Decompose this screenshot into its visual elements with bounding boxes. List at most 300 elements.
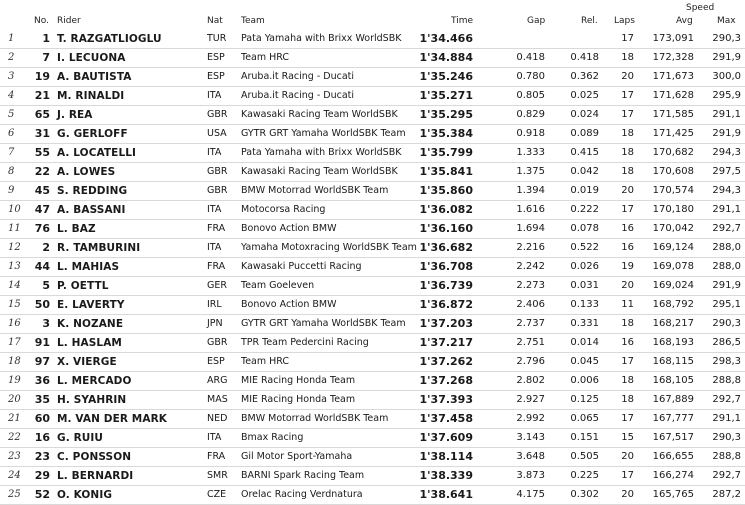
laps-cell: 18 xyxy=(621,318,634,329)
gap-cell: 2.242 xyxy=(516,261,545,272)
gap-cell: 0.805 xyxy=(516,90,545,101)
avg-speed-cell: 172,328 xyxy=(652,52,694,63)
relative-gap-cell: 0.045 xyxy=(570,356,599,367)
avg-speed-cell: 169,078 xyxy=(652,261,694,272)
table-row xyxy=(0,220,745,239)
avg-speed-cell: 169,024 xyxy=(652,280,694,291)
nationality-cell: FRA xyxy=(207,451,226,462)
laps-cell: 16 xyxy=(621,242,634,253)
gap-cell: 0.829 xyxy=(516,109,545,120)
rider-name-cell: K. NOZANE xyxy=(57,318,124,330)
team-cell: BMW Motorrad WorldSBK Team xyxy=(241,185,389,196)
rider-number-cell: 31 xyxy=(34,127,50,140)
avg-speed-cell: 170,180 xyxy=(652,204,694,215)
relative-gap-cell: 0.078 xyxy=(570,223,599,234)
header-rider: Rider xyxy=(57,16,81,26)
position-cell: 16 xyxy=(8,318,21,329)
gap-cell: 4.175 xyxy=(516,489,545,500)
rider-name-cell: R. TAMBURINI xyxy=(57,242,141,254)
table-row xyxy=(0,201,745,220)
max-speed-cell: 291,1 xyxy=(712,109,741,120)
laps-cell: 18 xyxy=(621,128,634,139)
lap-time-cell: 1'36.682 xyxy=(419,241,473,254)
table-row xyxy=(0,106,745,125)
team-cell: MIE Racing Honda Team xyxy=(241,394,356,405)
rider-number-cell: 35 xyxy=(34,393,50,406)
gap-cell: 0.780 xyxy=(516,71,545,82)
position-cell: 4 xyxy=(8,90,15,101)
table-row xyxy=(0,391,745,410)
rider-number-cell: 50 xyxy=(34,298,50,311)
avg-speed-cell: 171,425 xyxy=(652,128,694,139)
max-speed-cell: 298,3 xyxy=(712,356,741,367)
laps-cell: 11 xyxy=(621,299,634,310)
lap-time-cell: 1'38.641 xyxy=(419,488,473,501)
lap-time-cell: 1'34.884 xyxy=(419,51,473,64)
rider-number-cell: 44 xyxy=(34,260,50,273)
max-speed-cell: 294,3 xyxy=(712,147,741,158)
nationality-cell: FRA xyxy=(207,223,226,234)
laps-cell: 17 xyxy=(621,413,634,424)
lap-time-cell: 1'35.295 xyxy=(419,108,473,121)
relative-gap-cell: 0.014 xyxy=(570,337,599,348)
position-cell: 1 xyxy=(8,33,15,44)
lap-time-cell: 1'37.217 xyxy=(419,336,473,349)
table-row xyxy=(0,315,745,334)
laps-cell: 17 xyxy=(621,33,634,44)
rider-name-cell: M. RINALDI xyxy=(57,90,125,102)
laps-cell: 17 xyxy=(621,204,634,215)
relative-gap-cell: 0.225 xyxy=(570,470,599,481)
nationality-cell: CZE xyxy=(207,489,227,500)
relative-gap-cell: 0.025 xyxy=(570,90,599,101)
laps-cell: 20 xyxy=(621,451,634,462)
nationality-cell: USA xyxy=(207,128,227,139)
rider-number-cell: 7 xyxy=(42,51,50,64)
team-cell: Orelac Racing Verdnatura xyxy=(241,489,363,500)
max-speed-cell: 295,1 xyxy=(712,299,741,310)
avg-speed-cell: 171,628 xyxy=(652,90,694,101)
gap-cell: 1.616 xyxy=(516,204,545,215)
gap-cell: 1.394 xyxy=(516,185,545,196)
relative-gap-cell: 0.151 xyxy=(570,432,599,443)
relative-gap-cell: 0.362 xyxy=(570,71,599,82)
table-row xyxy=(0,372,745,391)
rider-name-cell: A. LOCATELLI xyxy=(57,147,137,159)
position-cell: 18 xyxy=(8,356,21,367)
max-speed-cell: 300,0 xyxy=(712,71,741,82)
rider-number-cell: 52 xyxy=(34,488,50,501)
team-cell: Kawasaki Puccetti Racing xyxy=(241,261,362,272)
team-cell: Kawasaki Racing Team WorldSBK xyxy=(241,166,398,177)
position-cell: 3 xyxy=(8,71,15,82)
rider-name-cell: S. REDDING xyxy=(57,185,128,197)
lap-time-cell: 1'36.872 xyxy=(419,298,473,311)
lap-time-cell: 1'36.708 xyxy=(419,260,473,273)
gap-cell: 2.802 xyxy=(516,375,545,386)
table-row xyxy=(0,239,745,258)
table-row xyxy=(0,353,745,372)
table-row xyxy=(0,467,745,486)
laps-cell: 18 xyxy=(621,166,634,177)
position-cell: 7 xyxy=(8,147,15,158)
max-speed-cell: 292,7 xyxy=(712,223,741,234)
max-speed-cell: 290,3 xyxy=(712,432,741,443)
rider-number-cell: 5 xyxy=(42,279,50,292)
gap-cell: 1.375 xyxy=(516,166,545,177)
position-cell: 6 xyxy=(8,128,15,139)
laps-cell: 16 xyxy=(621,223,634,234)
laps-cell: 20 xyxy=(621,489,634,500)
rider-name-cell: H. SYAHRIN xyxy=(57,394,127,406)
nationality-cell: ITA xyxy=(207,90,222,101)
rider-number-cell: 60 xyxy=(34,412,50,425)
lap-time-cell: 1'34.466 xyxy=(419,32,473,45)
lap-time-cell: 1'38.114 xyxy=(419,450,473,463)
max-speed-cell: 288,0 xyxy=(712,261,741,272)
team-cell: Kawasaki Racing Team WorldSBK xyxy=(241,109,398,120)
laps-cell: 17 xyxy=(621,90,634,101)
gap-cell: 2.273 xyxy=(516,280,545,291)
position-cell: 19 xyxy=(8,375,21,386)
rider-number-cell: 65 xyxy=(34,108,50,121)
table-row xyxy=(0,125,745,144)
header-team: Team xyxy=(241,16,265,26)
gap-cell: 3.873 xyxy=(516,470,545,481)
gap-cell: 3.143 xyxy=(516,432,545,443)
avg-speed-cell: 168,792 xyxy=(652,299,694,310)
avg-speed-cell: 170,608 xyxy=(652,166,694,177)
gap-cell: 2.216 xyxy=(516,242,545,253)
gap-cell: 2.927 xyxy=(516,394,545,405)
team-cell: BARNI Spark Racing Team xyxy=(241,470,365,481)
table-row xyxy=(0,410,745,429)
gap-cell: 2.737 xyxy=(516,318,545,329)
relative-gap-cell: 0.026 xyxy=(570,261,599,272)
rider-name-cell: C. PONSSON xyxy=(57,451,132,463)
gap-cell: 0.418 xyxy=(516,52,545,63)
max-speed-cell: 291,9 xyxy=(712,280,741,291)
team-cell: Aruba.it Racing - Ducati xyxy=(241,90,355,101)
nationality-cell: JPN xyxy=(207,318,223,329)
avg-speed-cell: 173,091 xyxy=(652,33,694,44)
table-row xyxy=(0,49,745,68)
header-gap: Gap xyxy=(527,16,546,26)
laps-cell: 17 xyxy=(621,470,634,481)
max-speed-cell: 291,9 xyxy=(712,52,741,63)
gap-cell: 1.333 xyxy=(516,147,545,158)
rider-name-cell: L. BAZ xyxy=(57,223,96,235)
relative-gap-cell: 0.019 xyxy=(570,185,599,196)
table-row xyxy=(0,296,745,315)
position-cell: 15 xyxy=(8,299,21,310)
table-row xyxy=(0,144,745,163)
team-cell: Gil Motor Sport-Yamaha xyxy=(241,451,353,462)
avg-speed-cell: 168,217 xyxy=(652,318,694,329)
nationality-cell: GBR xyxy=(207,109,228,120)
rider-name-cell: E. LAVERTY xyxy=(57,299,125,311)
nationality-cell: GER xyxy=(207,280,227,291)
lap-time-cell: 1'37.268 xyxy=(419,374,473,387)
lap-time-cell: 1'36.160 xyxy=(419,222,473,235)
lap-time-cell: 1'36.082 xyxy=(419,203,473,216)
position-cell: 22 xyxy=(8,432,21,443)
laps-cell: 17 xyxy=(621,109,634,120)
max-speed-cell: 288,0 xyxy=(712,242,741,253)
lap-time-cell: 1'35.799 xyxy=(419,146,473,159)
table-row xyxy=(0,30,745,49)
team-cell: Motocorsa Racing xyxy=(241,204,326,215)
nationality-cell: GBR xyxy=(207,337,228,348)
rider-number-cell: 16 xyxy=(34,431,50,444)
lap-time-cell: 1'37.609 xyxy=(419,431,473,444)
laps-cell: 20 xyxy=(621,280,634,291)
nationality-cell: TUR xyxy=(207,33,227,44)
rider-number-cell: 76 xyxy=(34,222,50,235)
relative-gap-cell: 0.505 xyxy=(570,451,599,462)
nationality-cell: NED xyxy=(207,413,228,424)
avg-speed-cell: 170,682 xyxy=(652,147,694,158)
position-cell: 23 xyxy=(8,451,21,462)
gap-cell: 0.918 xyxy=(516,128,545,139)
max-speed-cell: 292,7 xyxy=(712,470,741,481)
results-table xyxy=(0,30,745,505)
avg-speed-cell: 166,274 xyxy=(652,470,694,481)
team-cell: Team HRC xyxy=(241,356,290,367)
relative-gap-cell: 0.133 xyxy=(570,299,599,310)
rider-number-cell: 2 xyxy=(42,241,50,254)
header-no: No. xyxy=(34,16,49,26)
nationality-cell: ITA xyxy=(207,242,222,253)
table-row xyxy=(0,277,745,296)
relative-gap-cell: 0.222 xyxy=(570,204,599,215)
position-cell: 5 xyxy=(8,109,15,120)
lap-time-cell: 1'35.246 xyxy=(419,70,473,83)
table-row xyxy=(0,68,745,87)
max-speed-cell: 286,5 xyxy=(712,337,741,348)
rider-number-cell: 22 xyxy=(34,165,50,178)
header-time: Time xyxy=(451,16,474,26)
lap-time-cell: 1'38.339 xyxy=(419,469,473,482)
nationality-cell: ESP xyxy=(207,52,225,63)
rider-name-cell: G. GERLOFF xyxy=(57,128,128,140)
team-cell: Aruba.it Racing - Ducati xyxy=(241,71,355,82)
team-cell: Pata Yamaha with Brixx WorldSBK xyxy=(241,33,402,44)
lap-time-cell: 1'35.860 xyxy=(419,184,473,197)
rider-number-cell: 19 xyxy=(34,70,50,83)
rider-name-cell: L. HASLAM xyxy=(57,337,122,349)
rider-name-cell: L. BERNARDI xyxy=(57,470,134,482)
lap-time-cell: 1'36.739 xyxy=(419,279,473,292)
rider-number-cell: 23 xyxy=(34,450,50,463)
position-cell: 12 xyxy=(8,242,21,253)
relative-gap-cell: 0.415 xyxy=(570,147,599,158)
nationality-cell: ESP xyxy=(207,356,225,367)
lap-time-cell: 1'35.271 xyxy=(419,89,473,102)
rider-name-cell: X. VIERGE xyxy=(57,356,117,368)
max-speed-cell: 291,1 xyxy=(712,204,741,215)
avg-speed-cell: 167,889 xyxy=(652,394,694,405)
rider-name-cell: J. REA xyxy=(57,109,93,121)
nationality-cell: ITA xyxy=(207,432,222,443)
team-cell: Bmax Racing xyxy=(241,432,304,443)
rider-name-cell: I. LECUONA xyxy=(57,52,126,64)
position-cell: 11 xyxy=(8,223,21,234)
rider-number-cell: 21 xyxy=(34,89,50,102)
avg-speed-cell: 170,042 xyxy=(652,223,694,234)
position-cell: 10 xyxy=(8,204,21,215)
rider-name-cell: G. RUIU xyxy=(57,432,104,444)
avg-speed-cell: 166,655 xyxy=(652,451,694,462)
lap-time-cell: 1'37.262 xyxy=(419,355,473,368)
rider-name-cell: T. RAZGATLIOGLU xyxy=(57,33,162,45)
relative-gap-cell: 0.302 xyxy=(570,489,599,500)
relative-gap-cell: 0.522 xyxy=(570,242,599,253)
nationality-cell: IRL xyxy=(207,299,222,310)
relative-gap-cell: 0.031 xyxy=(570,280,599,291)
position-cell: 20 xyxy=(8,394,21,405)
relative-gap-cell: 0.006 xyxy=(570,375,599,386)
max-speed-cell: 297,5 xyxy=(712,166,741,177)
team-cell: GYTR GRT Yamaha WorldSBK Team xyxy=(241,128,406,139)
rider-number-cell: 45 xyxy=(34,184,50,197)
lap-time-cell: 1'37.393 xyxy=(419,393,473,406)
table-row xyxy=(0,87,745,106)
laps-cell: 20 xyxy=(621,185,634,196)
rider-number-cell: 91 xyxy=(34,336,50,349)
table-row xyxy=(0,163,745,182)
avg-speed-cell: 168,115 xyxy=(652,356,694,367)
nationality-cell: MAS xyxy=(207,394,228,405)
relative-gap-cell: 0.125 xyxy=(570,394,599,405)
team-cell: Bonovo Action BMW xyxy=(241,299,337,310)
laps-cell: 15 xyxy=(621,432,634,443)
avg-speed-cell: 170,574 xyxy=(652,185,694,196)
lap-time-cell: 1'37.203 xyxy=(419,317,473,330)
position-cell: 9 xyxy=(8,185,15,196)
rider-name-cell: A. BAUTISTA xyxy=(57,71,132,83)
avg-speed-cell: 171,585 xyxy=(652,109,694,120)
laps-cell: 18 xyxy=(621,147,634,158)
position-cell: 2 xyxy=(8,52,15,63)
nationality-cell: ITA xyxy=(207,204,222,215)
avg-speed-cell: 169,124 xyxy=(652,242,694,253)
relative-gap-cell: 0.024 xyxy=(570,109,599,120)
avg-speed-cell: 171,673 xyxy=(652,71,694,82)
header-max: Max xyxy=(717,16,736,26)
position-cell: 17 xyxy=(8,337,21,348)
table-row xyxy=(0,258,745,277)
relative-gap-cell: 0.065 xyxy=(570,413,599,424)
lap-time-cell: 1'35.841 xyxy=(419,165,473,178)
max-speed-cell: 290,3 xyxy=(712,318,741,329)
gap-cell: 2.406 xyxy=(516,299,545,310)
max-speed-cell: 291,9 xyxy=(712,128,741,139)
rider-name-cell: M. VAN DER MARK xyxy=(57,413,168,425)
nationality-cell: ITA xyxy=(207,147,222,158)
max-speed-cell: 288,8 xyxy=(712,375,741,386)
position-cell: 8 xyxy=(8,166,15,177)
laps-cell: 17 xyxy=(621,356,634,367)
header-avg: Avg xyxy=(676,16,693,26)
max-speed-cell: 288,8 xyxy=(712,451,741,462)
table-row xyxy=(0,448,745,467)
avg-speed-cell: 167,777 xyxy=(652,413,694,424)
laps-cell: 19 xyxy=(621,261,634,272)
position-cell: 14 xyxy=(8,280,21,291)
relative-gap-cell: 0.042 xyxy=(570,166,599,177)
laps-cell: 16 xyxy=(621,337,634,348)
relative-gap-cell: 0.089 xyxy=(570,128,599,139)
team-cell: MIE Racing Honda Team xyxy=(241,375,356,386)
avg-speed-cell: 168,105 xyxy=(652,375,694,386)
nationality-cell: FRA xyxy=(207,261,226,272)
avg-speed-cell: 168,193 xyxy=(652,337,694,348)
avg-speed-cell: 167,517 xyxy=(652,432,694,443)
lap-time-cell: 1'35.384 xyxy=(419,127,473,140)
rider-number-cell: 97 xyxy=(34,355,50,368)
header-speed: Speed xyxy=(686,3,715,13)
team-cell: Yamaha Motoxracing WorldSBK Team xyxy=(241,242,417,253)
laps-cell: 18 xyxy=(621,375,634,386)
rider-name-cell: O. KONIG xyxy=(57,489,113,501)
relative-gap-cell: 0.418 xyxy=(570,52,599,63)
table-row xyxy=(0,182,745,201)
nationality-cell: ARG xyxy=(207,375,228,386)
header-nat: Nat xyxy=(207,16,223,26)
rider-number-cell: 36 xyxy=(34,374,50,387)
nationality-cell: ESP xyxy=(207,71,225,82)
max-speed-cell: 287,2 xyxy=(712,489,741,500)
max-speed-cell: 295,9 xyxy=(712,90,741,101)
position-cell: 25 xyxy=(8,489,21,500)
laps-cell: 18 xyxy=(621,52,634,63)
lap-time-cell: 1'37.458 xyxy=(419,412,473,425)
rider-name-cell: L. MAHIAS xyxy=(57,261,120,273)
rider-number-cell: 55 xyxy=(34,146,50,159)
rider-number-cell: 3 xyxy=(42,317,50,330)
rider-name-cell: L. MERCADO xyxy=(57,375,132,387)
team-cell: Bonovo Action BMW xyxy=(241,223,337,234)
nationality-cell: GBR xyxy=(207,185,228,196)
avg-speed-cell: 165,765 xyxy=(652,489,694,500)
rider-name-cell: P. OETTL xyxy=(57,280,109,292)
team-cell: GYTR GRT Yamaha WorldSBK Team xyxy=(241,318,406,329)
rider-name-cell: A. LOWES xyxy=(57,166,116,178)
rider-number-cell: 1 xyxy=(42,32,50,45)
team-cell: TPR Team Pedercini Racing xyxy=(241,337,369,348)
table-row xyxy=(0,334,745,353)
max-speed-cell: 290,3 xyxy=(712,33,741,44)
gap-cell: 2.796 xyxy=(516,356,545,367)
rider-number-cell: 47 xyxy=(34,203,50,216)
rider-name-cell: A. BASSANI xyxy=(57,204,126,216)
gap-cell: 2.751 xyxy=(516,337,545,348)
max-speed-cell: 294,3 xyxy=(712,185,741,196)
rider-number-cell: 29 xyxy=(34,469,50,482)
gap-cell: 3.648 xyxy=(516,451,545,462)
gap-cell: 1.694 xyxy=(516,223,545,234)
max-speed-cell: 291,1 xyxy=(712,413,741,424)
header-laps: Laps xyxy=(614,16,635,26)
gap-cell: 2.992 xyxy=(516,413,545,424)
laps-cell: 20 xyxy=(621,71,634,82)
team-cell: BMW Motorrad WorldSBK Team xyxy=(241,413,389,424)
laps-cell: 18 xyxy=(621,394,634,405)
relative-gap-cell: 0.331 xyxy=(570,318,599,329)
team-cell: Pata Yamaha with Brixx WorldSBK xyxy=(241,147,402,158)
position-cell: 21 xyxy=(8,413,21,424)
